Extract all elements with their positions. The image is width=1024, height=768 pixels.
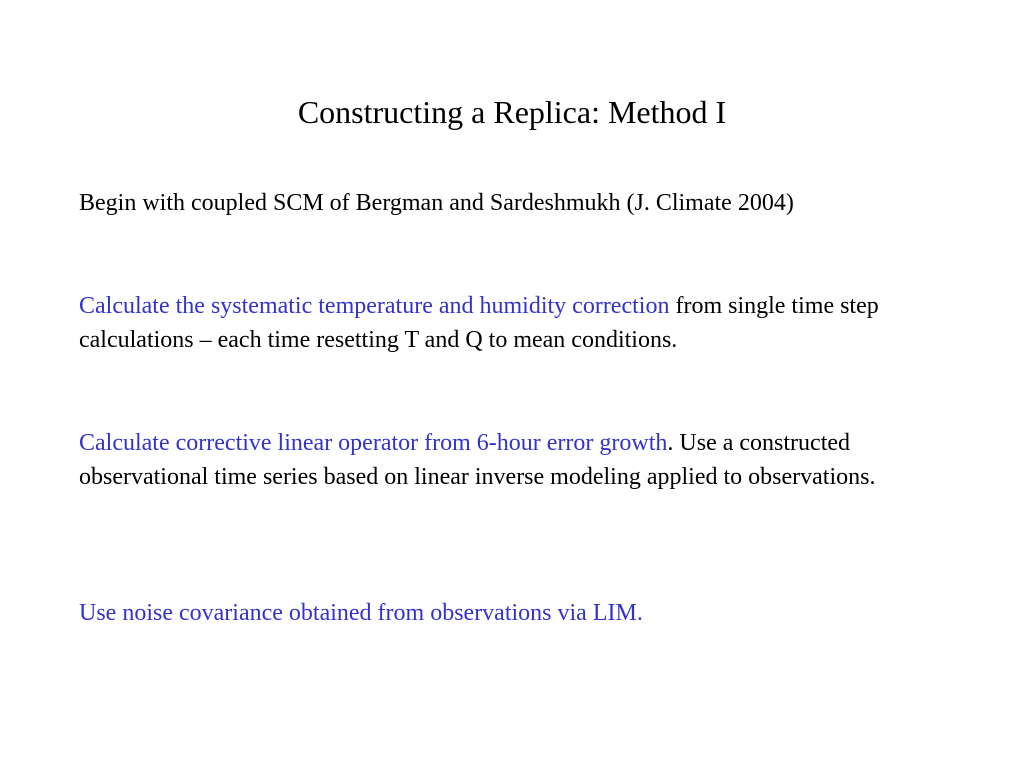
paragraph-text: from single time step calculations – each time resetting T and Q to mean conditions. [79,293,879,353]
paragraph-highlight: Use noise covariance obtained from observations via LIM. [79,600,643,626]
paragraph-text: . Use a constructed observational time series based on linear inverse modeling applied to observations. [79,430,876,490]
paragraph-highlight: Calculate the systematic temperature and humidity correction [79,293,670,319]
paragraph-systematic-correction [79,289,939,357]
paragraph-linear-operator [79,426,939,494]
slide-title: Constructing a Replica: Method I [297,94,727,130]
paragraph-noise-covariance [79,596,939,630]
paragraph-highlight: Calculate corrective linear operator from 6-hour error growth [79,430,668,456]
paragraph-coupled-scm [79,186,939,220]
paragraph-text: Begin with coupled SCM of Bergman and Sardeshmukh (J. Climate 2004) [79,190,794,216]
